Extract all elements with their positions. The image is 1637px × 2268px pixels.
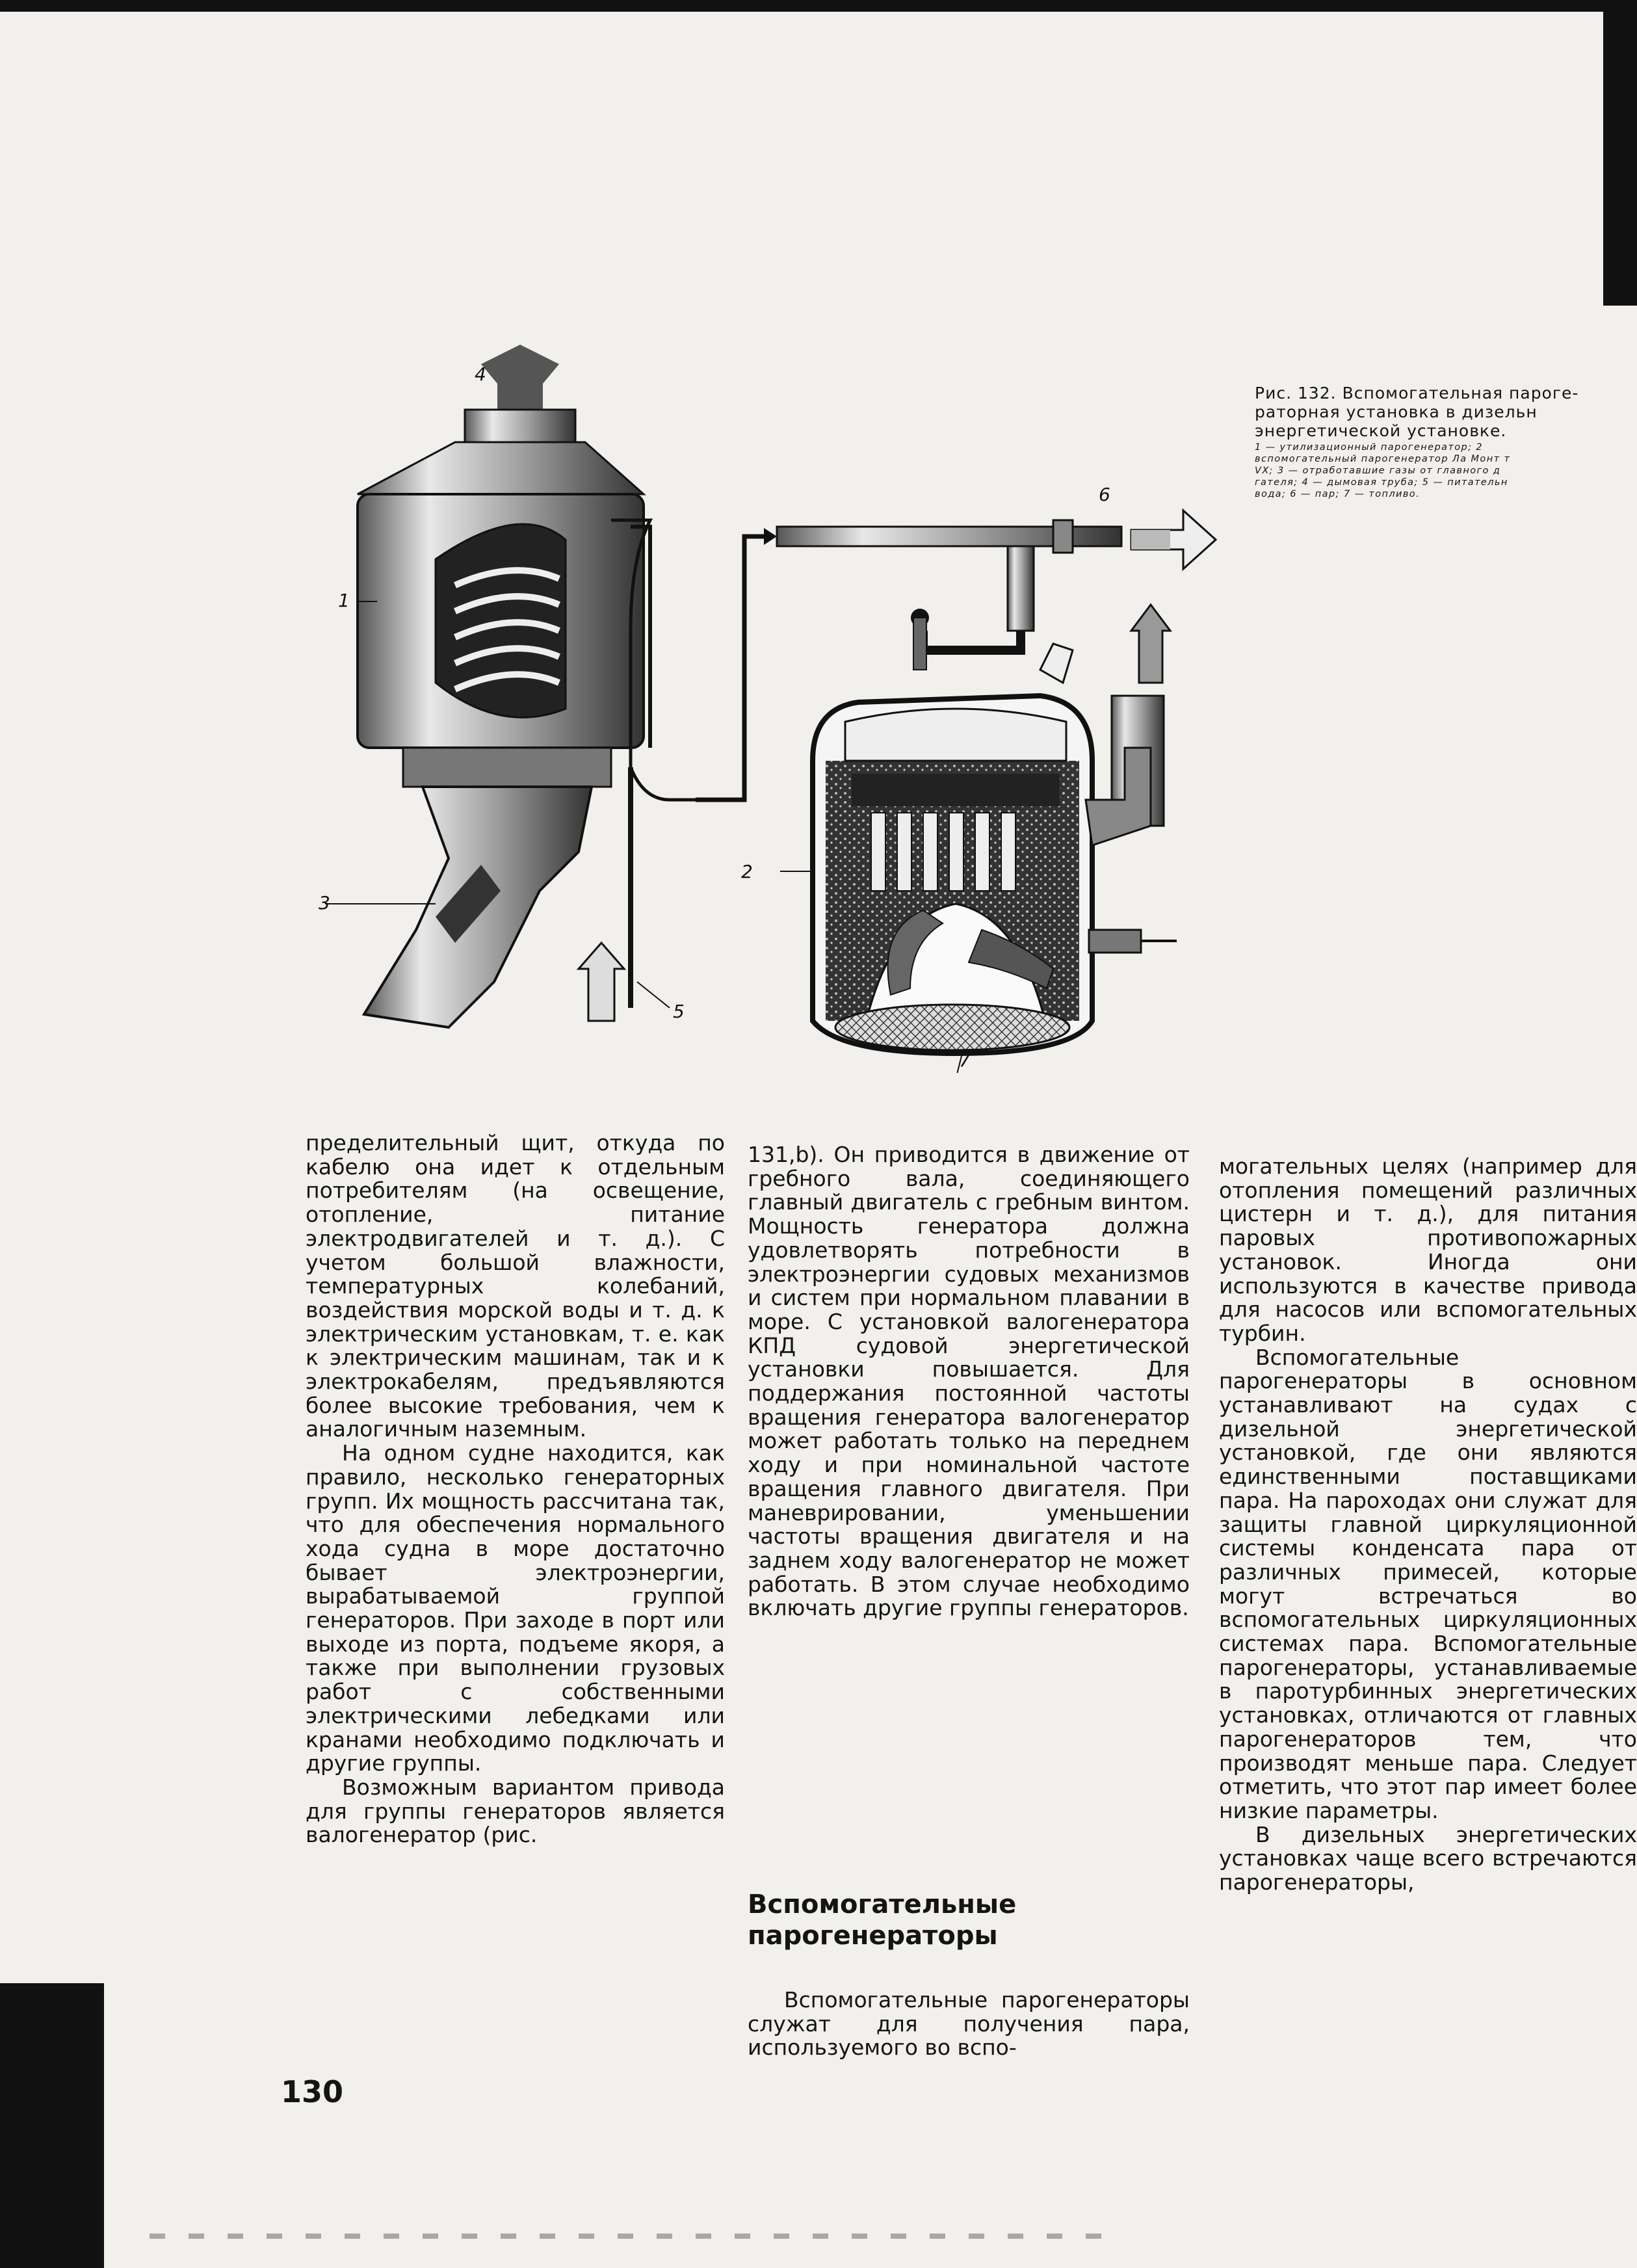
section-heading: Вспомогательные парогенераторы bbox=[748, 1890, 1017, 1951]
figure-label-5: 5 bbox=[673, 1001, 685, 1022]
connecting-pipe bbox=[696, 536, 767, 800]
exhaust-gas-boiler bbox=[358, 345, 696, 1027]
page-number: 130 bbox=[281, 2074, 344, 2109]
feed-water-arrow bbox=[579, 943, 624, 1021]
text-column-2-continued bbox=[748, 1988, 1190, 2060]
paragraph: Вспомогательные парогенераторы в основном устанавливают на судах с дизельной энергетической установкой, где они являются единственными поставщиками пара. На пароходах они служат для защиты главной циркуляционной системы конденсата пара от различных примесей, которые могут встречаться во вспомогательных циркуляционных системах пара. Вспомогательные парогенераторы, устанавливаемые в паротурбинных энергетических установках, отличаются от главных парогенераторов тем, что производят меньше пара. Следует отметить, что этот пар имеет более низкие параметры. bbox=[1219, 1344, 1637, 1823]
text-column-1 bbox=[306, 1131, 725, 1847]
paragraph: Вспомогательные парогенераторы служат для получения пара, используемого во вспо- bbox=[748, 1987, 1190, 2061]
figure-caption bbox=[1255, 384, 1637, 500]
caption-title: Рис. 132. Вспомогательная пароге- раторная установка в дизельн энергетической установке. bbox=[1255, 384, 1579, 440]
figure-label-1: 1 bbox=[338, 590, 350, 611]
paragraph: могательных целях (например для отопления помещений различных цистерн и т. д.), для питания паровых противопожарных установок. Иногда они используются в качестве привода для насосов или вспомогательных турбин. bbox=[1219, 1154, 1637, 1346]
chimney-arrow bbox=[481, 345, 559, 410]
la-mont-auxiliary-boiler bbox=[813, 605, 1177, 1053]
text-column-3 bbox=[1219, 1155, 1637, 1895]
paragraph: пределительный щит, откуда по кабелю она идет к отдельным потребителям (на освещение, отопление, питание электродвигателей и т. д.). С учетом большой влажности, температурных колебаний, воздействия морской воды и т. д. к электрическим установкам, т. е. как к электрическим машинам, так и к электрокабелям, предъявляются более высокие требования, чем к аналогичным наземным. bbox=[306, 1130, 725, 1442]
scan-edge-right bbox=[1603, 0, 1637, 306]
paragraph: Возможным вариантом привода для группы генераторов является валогенератор (рис. bbox=[306, 1774, 725, 1848]
figure-label-2: 2 bbox=[741, 861, 753, 882]
scan-edge-top bbox=[0, 0, 1637, 12]
figure-label-3: 3 bbox=[319, 892, 330, 914]
paragraph: В дизельных энергетических установках чаще всего встречаются парогенераторы, bbox=[1219, 1821, 1637, 1895]
figure-steam-generator-illustration bbox=[306, 345, 1229, 1073]
text-column-2 bbox=[748, 1143, 1190, 1620]
figure-drawing bbox=[306, 345, 1229, 1073]
caption-legend: 1 — утилизационный парогенератор; 2 вспомогательный парогенератор Ла Монт т VX; 3 — отработавшие газы от главного д гателя; 4 — дымовая труба; 5 — питательн вода; 6 — пар; 7 — топливо. bbox=[1255, 442, 1511, 499]
paragraph: 131,b). Он приводится в движение от гребного вала, соединяющего главный двигатель с гребным винтом. Мощность генератора должна удовлетворять потребности в электроэнергии судовых механизмов и систем при нормальном плавании в море. С установкой валогенератора КПД судовой энергетической установки повышается. Для поддержания постоянной частоты вращения генератора валогенератор может работать только на переднем ходу и при номинальной частоте вращения главного двигателя. При маневрировании, уменьшении частоты вращения двигателя и на заднем ходу валогенератор не может работать. В этом случае необходимо включать другие группы генераторов. bbox=[748, 1142, 1190, 1621]
paragraph: На одном судне находится, как правило, несколько генераторных групп. Их мощность рассчитана так, что для обеспечения нормального хода судна в море достаточно бывает электроэнергии, вырабатываемой группой генераторов. При заходе в порт или выходе из порта, подъеме якоря, а также при выполнении грузовых работ с собственными электрическими лебедками или кранами необходимо подключать и другие группы. bbox=[306, 1440, 725, 1776]
scan-smudge bbox=[150, 2234, 1125, 2239]
figure-label-6: 6 bbox=[1099, 484, 1110, 505]
uptake-arrow bbox=[1131, 605, 1170, 683]
scan-edge-left bbox=[0, 1983, 104, 2268]
figure-label-4: 4 bbox=[475, 363, 486, 385]
figure-label-7: 7 bbox=[959, 1049, 971, 1071]
